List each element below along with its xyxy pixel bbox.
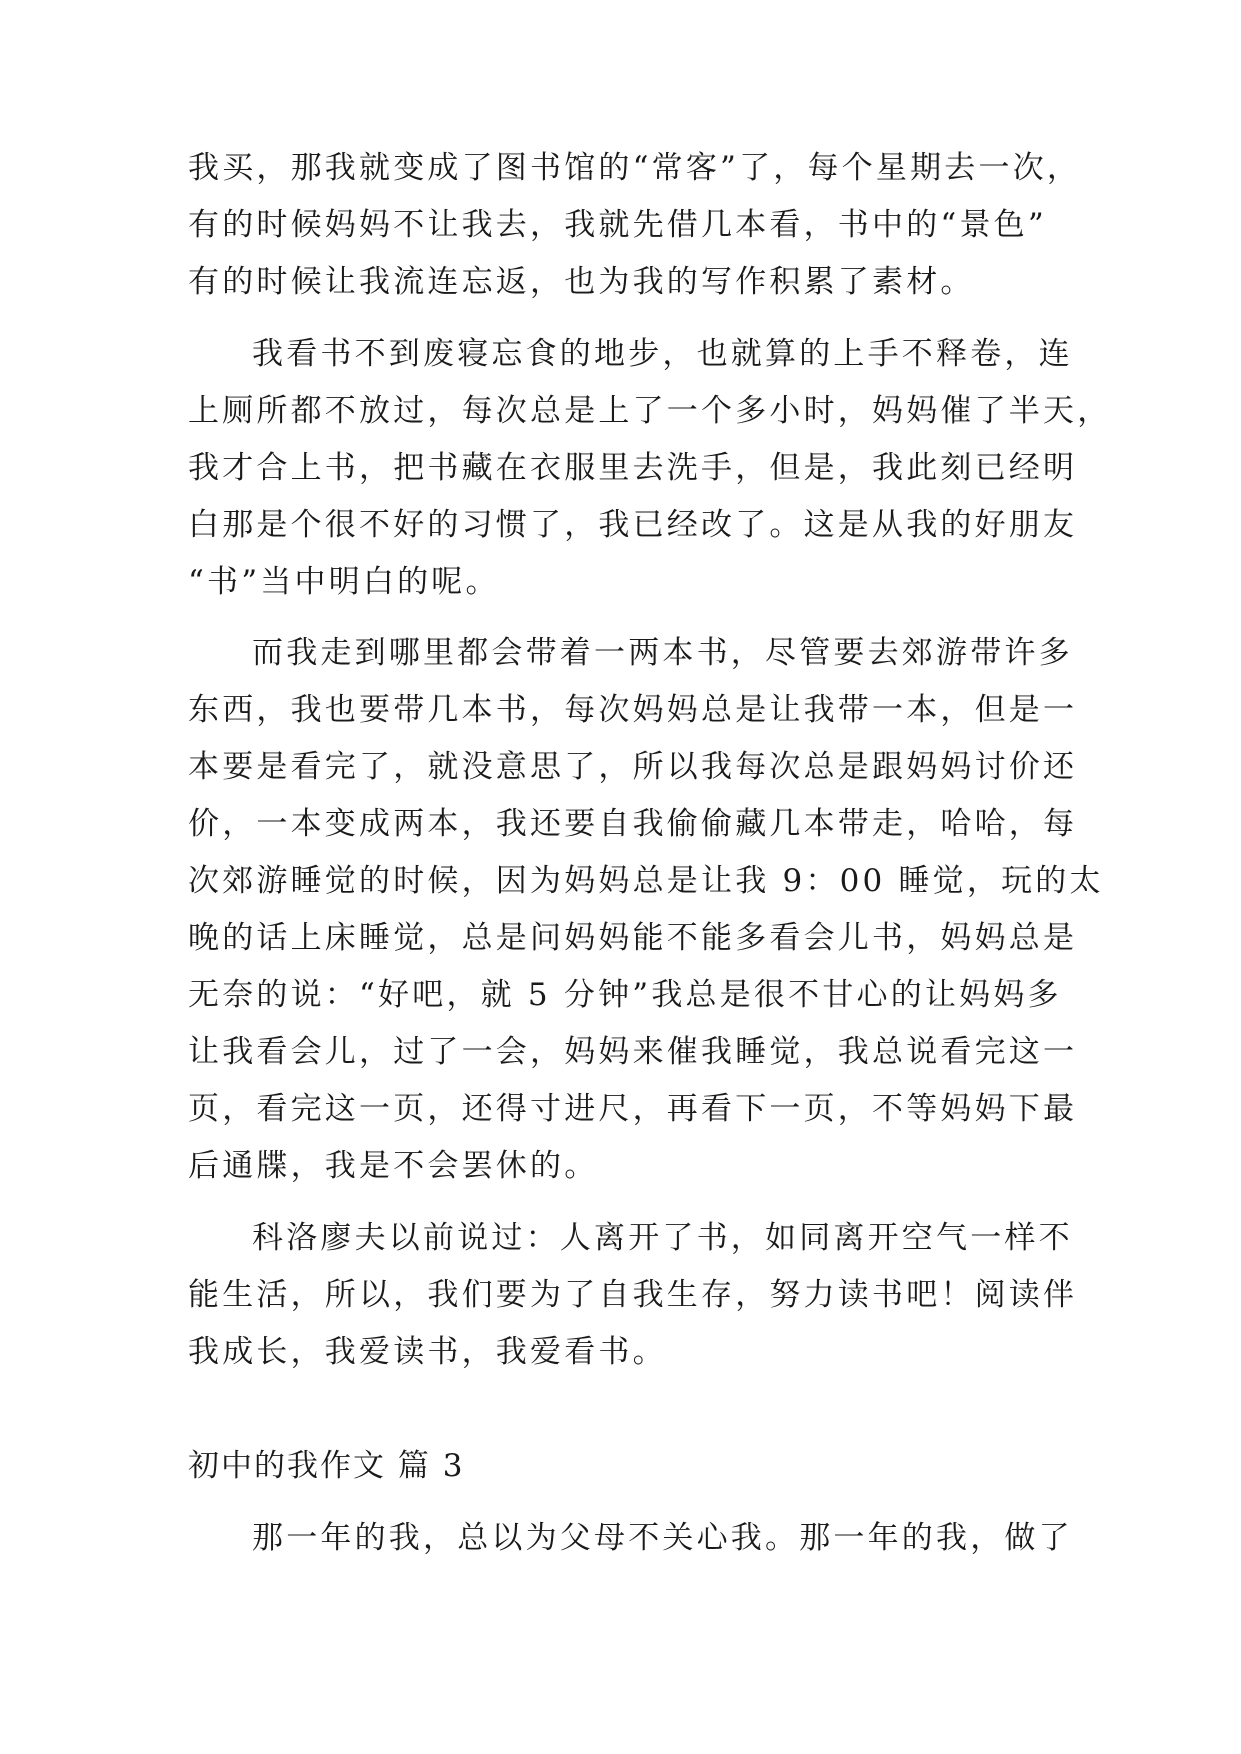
text-line: 上厕所都不放过，每次总是上了一个多小时，妈妈催了半天， (188, 393, 1112, 429)
text-line: 能生活，所以，我们要为了自我生存，努力读书吧！阅读伴 (188, 1277, 1078, 1313)
text-line: 我成长，我爱读书，我爱看书。 (188, 1334, 667, 1370)
text-line: 本要是看完了，就没意思了，所以我每次总是跟妈妈讨价还 (188, 749, 1078, 785)
text-line: 白那是个很不好的习惯了，我已经改了。这是从我的好朋友 (188, 507, 1078, 543)
text-line: 价，一本变成两本，我还要自我偷偷藏几本带走，哈哈，每 (188, 806, 1078, 842)
text-line: “书”当中明白的呢。 (188, 564, 500, 600)
text-line: 我才合上书，把书藏在衣服里去洗手，但是，我此刻已经明 (188, 450, 1078, 486)
section-heading: 初中的我作文 篇 3 (188, 1448, 465, 1484)
text-line: 次郊游睡觉的时候，因为妈妈总是让我 9：00 睡觉，玩的太 (188, 863, 1104, 899)
text-line: 有的时候让我流连忘返，也为我的写作积累了素材。 (188, 264, 975, 300)
text-line: 让我看会儿，过了一会，妈妈来催我睡觉，我总说看完这一 (188, 1034, 1078, 1070)
paragraph-first-line: 那一年的我，总以为父母不关心我。那一年的我，做了 (252, 1520, 1073, 1556)
text-line: 有的时候妈妈不让我去，我就先借几本看，书中的“景色” (188, 207, 1047, 243)
text-line: 页，看完这一页，还得寸进尺，再看下一页，不等妈妈下最 (188, 1091, 1078, 1127)
paragraph-first-line: 我看书不到废寝忘食的地步，也就算的上手不释卷，连 (252, 336, 1073, 372)
text-line: 晚的话上床睡觉，总是问妈妈能不能多看会儿书，妈妈总是 (188, 920, 1078, 956)
paragraph-first-line: 而我走到哪里都会带着一两本书，尽管要去郊游带许多 (252, 635, 1073, 671)
text-line: 无奈的说：“好吧，就 5 分钟”我总是很不甘心的让妈妈多 (188, 977, 1062, 1013)
paragraph-first-line: 科洛廖夫以前说过：人离开了书，如同离开空气一样不 (252, 1220, 1073, 1256)
text-line: 我买，那我就变成了图书馆的“常客”了，每个星期去一次， (188, 150, 1082, 186)
text-line: 后通牒，我是不会罢休的。 (188, 1148, 599, 1184)
text-line: 东西，我也要带几本书，每次妈妈总是让我带一本，但是一 (188, 692, 1078, 728)
